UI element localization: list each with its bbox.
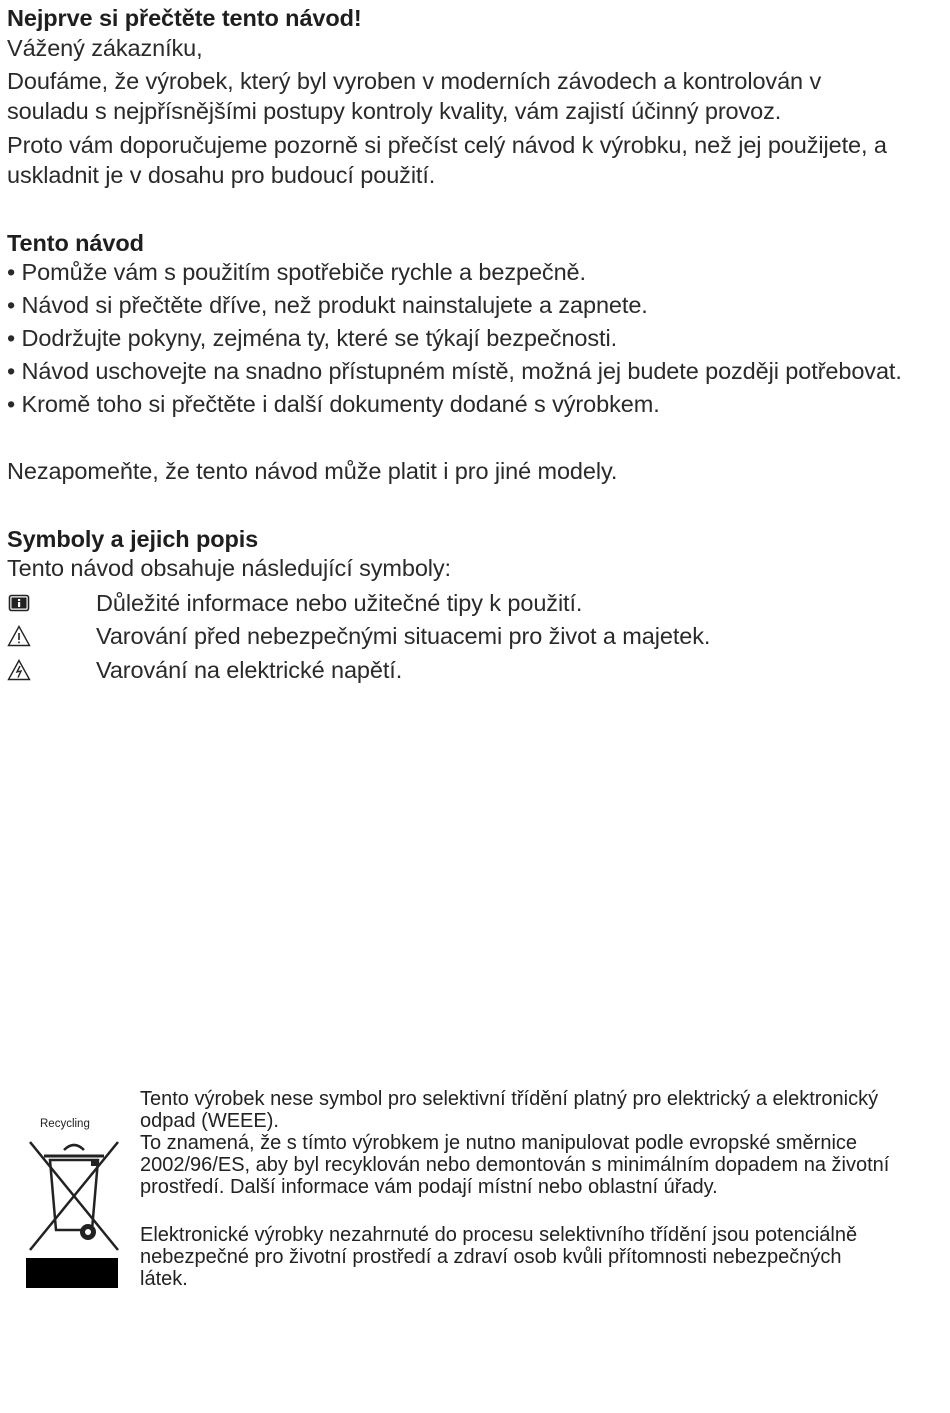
section-title-read-first: Nejprve si přečtěte tento návod! (7, 5, 362, 31)
list-item: • Kromě toho si přečtěte i další dokumenty dodané s výrobkem. (7, 391, 660, 417)
info-icon (7, 591, 31, 615)
paragraph-gap (140, 1198, 890, 1224)
models-note: Nezapomeňte, že tento návod může platit i pro jiné modely. (7, 458, 618, 484)
list-item: • Návod uschovejte na snadno přístupném místě, možná jej budete později potřebovat. (7, 358, 902, 384)
intro-paragraph-1: Doufáme, že výrobek, který byl vyroben v moderních závodech a kontrolován v souladu s nejpřísnějšími postupy kontroly kvality, vám zajistí účinný provoz. (7, 68, 822, 124)
section-title-symbols: Symboly a jejich popis (7, 526, 259, 552)
greeting: Vážený zákazníku, (7, 35, 203, 61)
manual-bullet-list (7, 257, 907, 422)
weee-paragraph-3: Elektronické výrobky nezahrnuté do procesu selektivního třídění jsou potenciálně nebezpečné pro životní prostředí a zdraví osob kvůli přítomnosti nebezpečných látek. (140, 1224, 858, 1290)
symbol-row-electric (7, 655, 403, 685)
electric-warning-icon (7, 658, 31, 682)
weee-text-block (140, 1088, 890, 1290)
warning-icon (7, 624, 31, 648)
symbol-row-warning (7, 621, 711, 651)
section-title-this-manual: Tento návod (7, 230, 144, 256)
weee-paragraph-1: Tento výrobek nese symbol pro selektivní třídění platný pro elektrický a elektronický odpad (WEEE). (140, 1088, 879, 1132)
weee-paragraph-2: To znamená, že s tímto výrobkem je nutno manipulovat podle evropské směrnice 2002/96/ES, aby byl recyklován nebo demontován s minimálním dopadem na životní prostředí. Další informace vám podají místní nebo oblastní úřady. (140, 1132, 890, 1198)
weee-logo (22, 1108, 128, 1292)
symbol-description: Varování před nebezpečnými situacemi pro život a majetek. (96, 623, 711, 649)
crossed-bin-icon (26, 1130, 122, 1252)
list-item: • Pomůže vám s použitím spotřebiče rychle a bezpečně. (7, 259, 586, 285)
list-item: • Dodržujte pokyny, zejména ty, které se týkají bezpečnosti. (7, 325, 618, 351)
symbols-intro: Tento návod obsahuje následující symboly: (7, 555, 451, 581)
recycling-label: Recycling (40, 1118, 90, 1130)
symbol-description: Varování na elektrické napětí. (96, 657, 403, 683)
intro-paragraph-2: Proto vám doporučujeme pozorně si přečíst celý návod k výrobku, než jej použijete, a uskladnit je v dosahu pro budoucí použití. (7, 132, 887, 188)
list-item: • Návod si přečtěte dříve, než produkt nainstalujete a zapnete. (7, 292, 648, 318)
symbol-row-info (7, 588, 583, 618)
symbol-description: Důležité informace nebo užitečné tipy k použití. (96, 590, 583, 616)
weee-black-bar (26, 1258, 118, 1288)
